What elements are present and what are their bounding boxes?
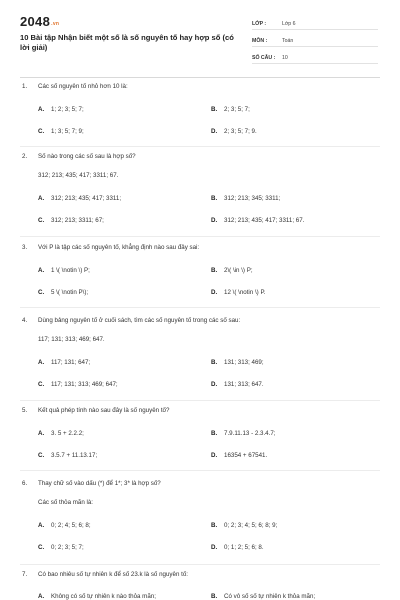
option-text: 312; 213; 435; 417; 3311; (51, 195, 122, 202)
question-subtext: Các số thỏa mãn là: (38, 499, 94, 506)
option-text: 0; 2; 3; 4; 5; 6; 8; 9; (224, 522, 278, 529)
document-meta (252, 13, 378, 64)
option-text: 2; 3; 5; 7; (224, 106, 250, 113)
option-text: 2\( \in \) P; (224, 267, 253, 274)
question-prompt: Với P là tập các số nguyên tố, khẳng định nào sau đây sai: (38, 244, 200, 251)
option-c[interactable] (38, 544, 84, 551)
option-letter: A. (38, 593, 45, 600)
option-text: 3. 5 + 2.2.2; (51, 430, 84, 437)
option-text: Có vô số số tự nhiên k thỏa mãn; (224, 593, 316, 600)
question-text (22, 244, 382, 251)
option-d[interactable] (211, 289, 266, 296)
option-c[interactable] (38, 217, 104, 224)
option-d[interactable] (211, 544, 264, 551)
option-text: 131; 313; 647. (224, 381, 264, 388)
option-letter: D. (211, 381, 218, 388)
option-letter: D. (211, 217, 218, 224)
option-letter: A. (38, 522, 45, 529)
option-a[interactable] (38, 359, 90, 366)
option-letter: D. (211, 128, 218, 135)
option-letter: C. (38, 452, 45, 459)
option-letter: D. (211, 289, 218, 296)
option-b[interactable] (211, 106, 250, 113)
option-text: 3.5.7 + 11.13.17; (51, 452, 98, 459)
question-separator (20, 307, 380, 308)
option-letter: D. (211, 544, 218, 551)
option-text: 312; 213; 3311; 67; (51, 217, 104, 224)
option-text: 1; 2; 3; 5; 7; (51, 106, 84, 113)
question-separator (20, 564, 380, 565)
option-letter: B. (211, 522, 218, 529)
option-a[interactable] (38, 430, 84, 437)
option-letter: C. (38, 217, 45, 224)
option-letter: C. (38, 544, 45, 551)
question-prompt: Thay chữ số vào dấu (*) để 1*; 3* là hợp số? (38, 480, 161, 487)
option-text: Không có số tự nhiên k nào thỏa mãn; (51, 593, 156, 600)
header-divider (20, 77, 380, 78)
question-text (22, 571, 382, 578)
meta-row-question-count (252, 47, 378, 64)
meta-label: LỚP : (252, 21, 267, 27)
question-number: 1. (22, 83, 28, 90)
option-text: 0; 2; 3; 5; 7; (51, 544, 84, 551)
option-text: 16354 + 67541. (224, 452, 268, 459)
option-c[interactable] (38, 128, 84, 135)
question-subtext: 312; 213; 435; 417; 3311; 67. (38, 172, 119, 179)
question-prompt: Số nào trong các số sau là hợp số? (38, 153, 136, 160)
option-b[interactable] (211, 430, 275, 437)
option-d[interactable] (211, 217, 304, 224)
question-separator (20, 470, 380, 471)
option-letter: D. (211, 452, 218, 459)
logo-text: 2048 (20, 14, 51, 29)
meta-label: MÔN : (252, 38, 268, 44)
meta-value: 10 (282, 55, 288, 61)
question-number: 6. (22, 480, 28, 487)
option-a[interactable] (38, 106, 84, 113)
option-d[interactable] (211, 381, 264, 388)
option-b[interactable] (211, 267, 253, 274)
question-number: 2. (22, 153, 28, 160)
question-prompt: Có bao nhiêu số tự nhiên k để số 23.k là số nguyên tố: (38, 571, 188, 578)
option-text: 12 \( \notin \) P. (224, 289, 266, 296)
option-letter: A. (38, 359, 45, 366)
option-text: 5 \( \notin P\); (51, 289, 89, 296)
site-logo[interactable] (20, 14, 59, 29)
option-c[interactable] (38, 289, 88, 296)
meta-label: SỐ CÂU : (252, 55, 276, 61)
option-c[interactable] (38, 381, 118, 388)
option-a[interactable] (38, 267, 90, 274)
option-text: 312; 213; 345; 3311; (224, 195, 281, 202)
logo-suffix: .vn (51, 21, 60, 27)
option-text: 0; 2; 4; 5; 6; 8; (51, 522, 91, 529)
option-d[interactable] (211, 452, 267, 459)
option-letter: A. (38, 195, 45, 202)
option-letter: C. (38, 128, 45, 135)
question-number: 5. (22, 407, 28, 414)
document-title: 10 Bài tập Nhận biết một số là số nguyên tố hay hợp số (có lời giải) (20, 33, 234, 52)
option-letter: B. (211, 359, 218, 366)
question-text (22, 83, 382, 90)
option-letter: B. (211, 106, 218, 113)
question-prompt: Các số nguyên tố nhỏ hơn 10 là: (38, 83, 128, 90)
option-b[interactable] (211, 195, 280, 202)
question-text (22, 407, 382, 414)
option-b[interactable] (211, 359, 264, 366)
option-text: 1; 3; 5; 7; 9; (51, 128, 84, 135)
option-text: 1 \( \notin \) P; (51, 267, 90, 274)
option-letter: A. (38, 267, 45, 274)
question-separator (20, 236, 380, 237)
option-b[interactable] (211, 593, 315, 600)
option-letter: B. (211, 593, 218, 600)
option-b[interactable] (211, 522, 277, 529)
option-letter: C. (38, 289, 45, 296)
option-letter: C. (38, 381, 45, 388)
question-text (22, 153, 382, 160)
option-a[interactable] (38, 195, 121, 202)
question-text (22, 317, 382, 324)
question-number: 7. (22, 571, 28, 578)
question-text (22, 480, 382, 487)
option-text: 312; 213; 435; 417; 3311; 67. (224, 217, 305, 224)
question-subtext: 117; 131; 313; 469; 647. (38, 336, 105, 343)
meta-row-grade (252, 13, 378, 30)
option-letter: A. (38, 106, 45, 113)
option-c[interactable] (38, 452, 97, 459)
option-d[interactable] (211, 128, 257, 135)
option-letter: A. (38, 430, 45, 437)
question-separator (20, 146, 380, 147)
question-number: 4. (22, 317, 28, 324)
question-number: 3. (22, 244, 28, 251)
option-a[interactable] (38, 522, 91, 529)
option-letter: B. (211, 430, 218, 437)
option-text: 0; 1; 2; 5; 6; 8. (224, 544, 264, 551)
question-prompt: Dùng bảng nguyên tố ở cuối sách, tìm các số nguyên tố trong các số sau: (38, 317, 241, 324)
option-text: 2; 3; 5; 7; 9. (224, 128, 257, 135)
option-letter: B. (211, 267, 218, 274)
document-header (0, 0, 400, 76)
option-text: 117; 131; 313; 469; 647; (51, 381, 118, 388)
option-text: 117; 131; 647; (51, 359, 91, 366)
option-text: 131; 313; 469; (224, 359, 264, 366)
meta-value: Lớp 6 (282, 21, 296, 27)
question-separator (20, 400, 380, 401)
question-prompt: Kết quả phép tính nào sau đây là số nguyên tố? (38, 407, 170, 414)
option-a[interactable] (38, 593, 156, 600)
option-text: 7.9.11.13 - 2.3.4.7; (224, 430, 276, 437)
meta-row-subject (252, 30, 378, 47)
meta-value: Toán (282, 38, 294, 44)
option-letter: B. (211, 195, 218, 202)
